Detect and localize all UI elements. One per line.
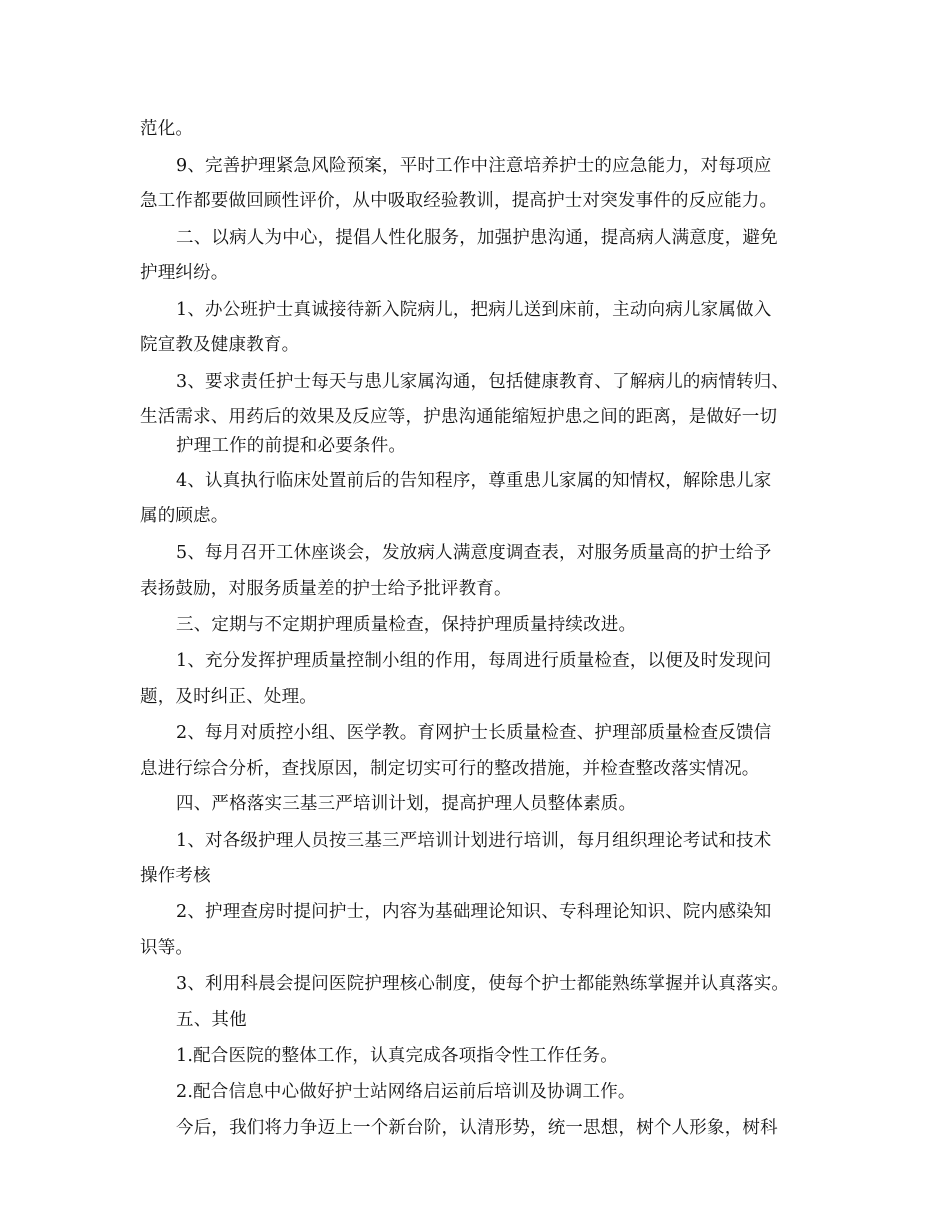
text-line: 2、每月对质控小组、医学教。育网护士长质量检查、护理部质量检查反馈信 [176, 723, 772, 743]
text-line: 护理工作的前提和必要条件。 [176, 436, 407, 456]
text-line: 院宣教及健康教育。 [140, 335, 300, 355]
text-line: 1.配合医院的整体工作，认真完成各项指令性工作任务。 [176, 1046, 618, 1066]
text-line: 题，及时纠正、处理。 [140, 687, 317, 707]
text-line: 二、以病人为中心，提倡人性化服务，加强护患沟通，提高病人满意度，避免 [176, 228, 778, 248]
text-line: 范化。 [140, 119, 194, 139]
text-line: 生活需求、用药后的效果及反应等，护患沟通能缩短护患之间的距离，是做好一切 [140, 407, 778, 427]
text-line: 1、充分发挥护理质量控制小组的作用，每周进行质量检查，以便及时发现问 [176, 651, 772, 671]
text-line: 3、要求责任护士每天与患儿家属沟通，包括健康教育、了解病儿的病情转归、 [176, 372, 790, 392]
text-line: 五、其他 [176, 1010, 247, 1030]
text-line: 1、办公班护士真诚接待新入院病儿，把病儿送到床前，主动向病儿家属做入 [176, 300, 772, 320]
text-line: 表扬鼓励，对服务质量差的护士给予批评教育。 [140, 579, 512, 599]
text-line: 9、完善护理紧急风险预案，平时工作中注意培养护士的应急能力，对每项应 [176, 156, 772, 176]
text-line: 操作考核 [140, 866, 211, 886]
text-line: 四、严格落实三基三严培训计划，提高护理人员整体素质。 [176, 794, 637, 814]
text-line: 属的顾虑。 [140, 506, 229, 526]
text-line: 息进行综合分析，查找原因，制定切实可行的整改措施，并检查整改落实情况。 [140, 759, 760, 779]
text-line: 识等。 [140, 938, 194, 958]
text-line: 4、认真执行临床处置前后的告知程序，尊重患儿家属的知情权，解除患儿家 [176, 471, 772, 491]
text-line: 三、定期与不定期护理质量检查，保持护理质量持续改进。 [176, 615, 637, 635]
text-line: 3、利用科晨会提问医院护理核心制度，使每个护士都能熟练掌握并认真落实。 [176, 974, 790, 994]
text-line: 2.配合信息中心做好护士站网络启运前后培训及协调工作。 [176, 1082, 636, 1102]
text-line: 急工作都要做回顾性评价，从中吸取经验教训，提高护士对突发事件的反应能力。 [140, 191, 778, 211]
text-line: 1、对各级护理人员按三基三严培训计划进行培训，每月组织理论考试和技术 [176, 831, 772, 851]
text-line: 今后，我们将力争迈上一个新台阶，认清形势，统一思想，树个人形象，树科 [176, 1118, 778, 1138]
text-line: 护理纠纷。 [140, 263, 229, 283]
text-line: 5、每月召开工休座谈会，发放病人满意度调查表，对服务质量高的护士给予 [176, 543, 772, 563]
text-line: 2、护理查房时提问护士，内容为基础理论知识、专科理论知识、院内感染知 [176, 902, 772, 922]
